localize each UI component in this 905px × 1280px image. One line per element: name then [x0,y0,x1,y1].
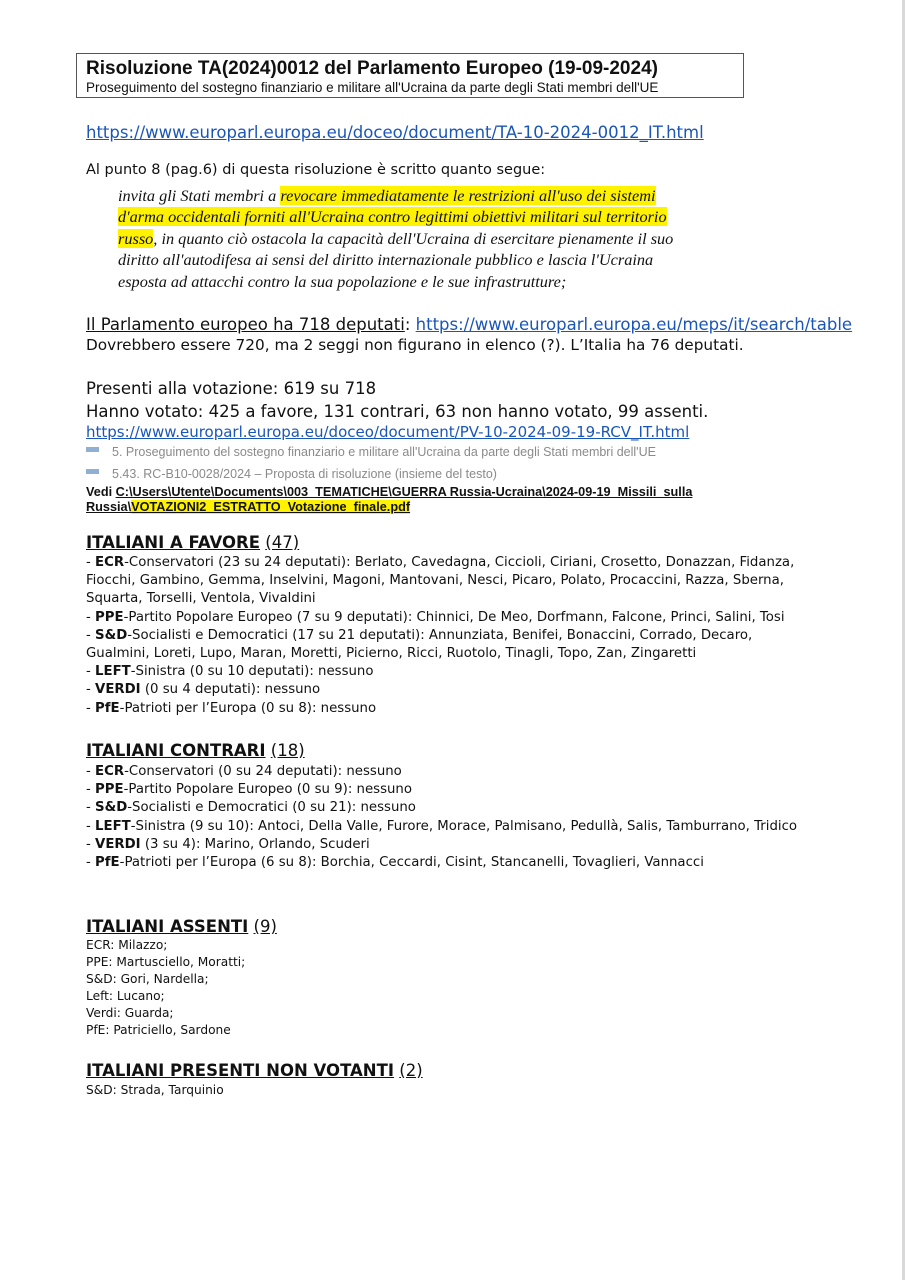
list-item [86,590,794,608]
page-subtitle: Proseguimento del sostegno finanziario e militare all'Ucraina da parte degli Stati membri dell'UE [86,80,659,95]
members-text: Squarta, Torselli, Ventola, Vivaldini [86,591,316,607]
bullet-dash: - [86,555,96,570]
section-count: (47) [265,533,300,552]
present-count: Presenti alla votazione: 619 su 718 [86,379,377,398]
favore-list [86,554,794,718]
list-item [86,681,794,699]
non-votanti-heading [86,1061,423,1080]
section-title: ITALIANI ASSENTI [86,917,249,936]
bullet-dash: - [86,764,96,779]
bullet-dash: - [86,855,96,871]
quote-text: invita gli Stati membri a [118,186,281,205]
vote-results: Hanno votato: 425 a favore, 131 contrari, 63 non hanno votato, 99 assenti. [86,402,709,421]
bullet-dash: - [86,700,96,716]
roll-call-link[interactable]: https://www.europarl.europa.eu/doceo/document/PV-10-2024-09-19-RCV_IT.html [86,423,690,441]
page-title [86,58,743,80]
reference-item [86,467,497,481]
list-item [86,854,797,872]
deputies-line [86,315,852,334]
list-item [86,572,794,590]
deputies-colon: : [404,315,416,334]
list-item: Verdi: Guarda; [86,1006,174,1020]
contrari-list [86,763,797,872]
members-text: -Partito Popolare Europeo (7 su 9 deputati): Chinnici, De Meo, Dorfmann, Falcone, Princi, Salini, Tosi [123,609,785,625]
list-item: ECR: Milazzo; [86,938,168,952]
list-item: S&D: Gori, Nardella; [86,972,209,986]
bullet-dash: - [86,609,96,625]
deputies-note: Dovrebbero essere 720, ma 2 seggi non figurano in elenco (?). L’Italia ha 76 deputati. [86,336,744,354]
members-text: -Patrioti per l’Europa (0 su 8): nessuno [119,700,377,716]
favore-heading [86,533,299,552]
deputies-text: Il Parlamento europeo ha 718 deputati [86,315,405,334]
list-item: Left: Lucano; [86,989,165,1003]
members-text: -Partito Popolare Europeo (0 su 9): nessuno [123,782,412,798]
members-text: (3 su 4): Marino, Orlando, Scuderi [140,836,370,852]
list-item [86,609,794,627]
reference-text: 5.43. RC-B10-0028/2024 – Proposta di risoluzione (insieme del testo) [112,467,497,481]
party-group: ECR [95,555,125,570]
party-group: LEFT [95,664,131,680]
list-item: S&D: Strada, Tarquinio [86,1083,224,1097]
party-group: PPE [95,782,124,798]
title-box [76,53,744,98]
section-title: ITALIANI CONTRARI [86,741,266,760]
list-item [86,627,794,645]
list-item [86,818,797,836]
list-item [86,763,797,781]
file-name: VOTAZIONI2_ESTRATTO_Votazione_finale.pdf [131,500,411,514]
quote-block [118,185,738,292]
bullet-dash: - [86,818,96,834]
list-item [86,799,797,817]
members-text: -Socialisti e Democratici (0 su 21): nessuno [127,800,416,816]
members-text: -Conservatori (23 su 24 deputati): Berlato, Cavedagna, Ciccioli, Ciriani, Crosetto, Donazzan, Fidanza, [124,555,795,570]
party-group: VERDI [95,836,141,852]
members-text: -Conservatori (0 su 24 deputati): nessuno [124,764,402,779]
non-votanti-list [86,1082,224,1099]
members-text: Gualmini, Loreti, Lupo, Maran, Moretti, Picierno, Ricci, Ruotolo, Tinagli, Topo, Zan, Zingaretti [86,646,697,662]
quote-text: diritto all'autodifesa ai sensi del diritto internazionale pubblico e lascia l'Ucraina [118,250,654,270]
title-rest: TA(2024)0012 del Parlamento Europeo (19-09-2024) [192,58,658,79]
party-group: PfE [95,700,120,716]
reference-text: 5. Proseguimento del sostegno finanziario e militare all'Ucraina da parte degli Stati membri dell'UE [112,445,656,459]
bullet-dash: - [86,664,96,680]
see-label: Vedi [86,485,116,499]
party-group: PPE [95,609,124,625]
party-group: S&D [95,627,128,643]
list-item [86,781,797,799]
list-item [86,663,794,681]
quote-highlight: russo [118,228,154,248]
section-title: ITALIANI PRESENTI NON VOTANTI [86,1061,395,1080]
list-item [86,554,794,572]
party-group: S&D [95,800,128,816]
assenti-heading [86,917,277,936]
list-item [86,645,794,663]
members-text: -Socialisti e Democratici (17 su 21 deputati): Annunziata, Benifei, Bonaccini, Corrado, Decaro, [127,627,753,643]
party-group: VERDI [95,682,141,698]
file-path: Russia\ [86,500,132,514]
file-reference [86,485,692,515]
list-item [86,836,797,854]
list-item: PfE: Patriciello, Sardone [86,1023,231,1037]
list-item: PPE: Martusciello, Moratti; [86,955,246,969]
list-item [86,700,794,718]
members-text: (0 su 4 deputati): nessuno [140,682,321,698]
bookmark-icon [86,447,99,452]
bullet-dash: - [86,682,96,698]
section-count: (9) [253,917,277,936]
bullet-dash: - [86,800,96,816]
section-title: ITALIANI A FAVORE [86,533,261,552]
party-group: LEFT [95,818,131,834]
section-count: (18) [270,741,305,760]
party-group: PfE [95,855,120,871]
members-text: Fiocchi, Gambino, Gemma, Inselvini, Magoni, Mantovani, Nesci, Picaro, Polato, Procaccini, Razza, Sberna, [86,573,784,589]
members-text: -Patrioti per l’Europa (6 su 8): Borchia, Ceccardi, Cisint, Stancanelli, Tovaglieri, Vannacci [119,855,704,871]
section-count: (2) [399,1061,423,1080]
intro-text: Al punto 8 (pag.6) di questa risoluzione è scritto quanto segue: [86,162,546,178]
resolution-link[interactable]: https://www.europarl.europa.eu/doceo/document/TA-10-2024-0012_IT.html [86,123,704,142]
members-text: -Sinistra (0 su 10 deputati): nessuno [130,664,374,680]
bullet-dash: - [86,782,96,798]
quote-text: , in quanto ciò ostacola la capacità dell'Ucraina di esercitare pienamente il suo [153,228,674,248]
bookmark-icon [86,469,99,474]
bullet-dash: - [86,627,96,643]
contrari-heading [86,741,305,760]
members-text: -Sinistra (9 su 10): Antoci, Della Valle, Furore, Morace, Palmisano, Pedullà, Salis, Tamburrano, Tridico [130,818,798,834]
quote-text: esposta ad attacchi contro la sua popolazione e le sue infrastrutture; [118,271,567,291]
quote-highlight: d'arma occidentali forniti all'Ucraina contro legittimi obiettivi militari sul territorio [118,207,667,227]
reference-item [86,445,656,459]
meps-table-link[interactable]: https://www.europarl.europa.eu/meps/it/search/table [415,315,853,334]
assenti-list [86,937,245,1039]
party-group: ECR [95,764,125,779]
file-path: C:\Users\Utente\Documents\003_TEMATICHE\GUERRA Russia-Ucraina\2024-09-19_Missili_sulla [115,485,693,499]
quote-highlight: revocare immediatamente le restrizioni all'uso dei sistemi [280,186,656,205]
bullet-dash: - [86,836,96,852]
title-bold: Risoluzione [86,58,193,79]
